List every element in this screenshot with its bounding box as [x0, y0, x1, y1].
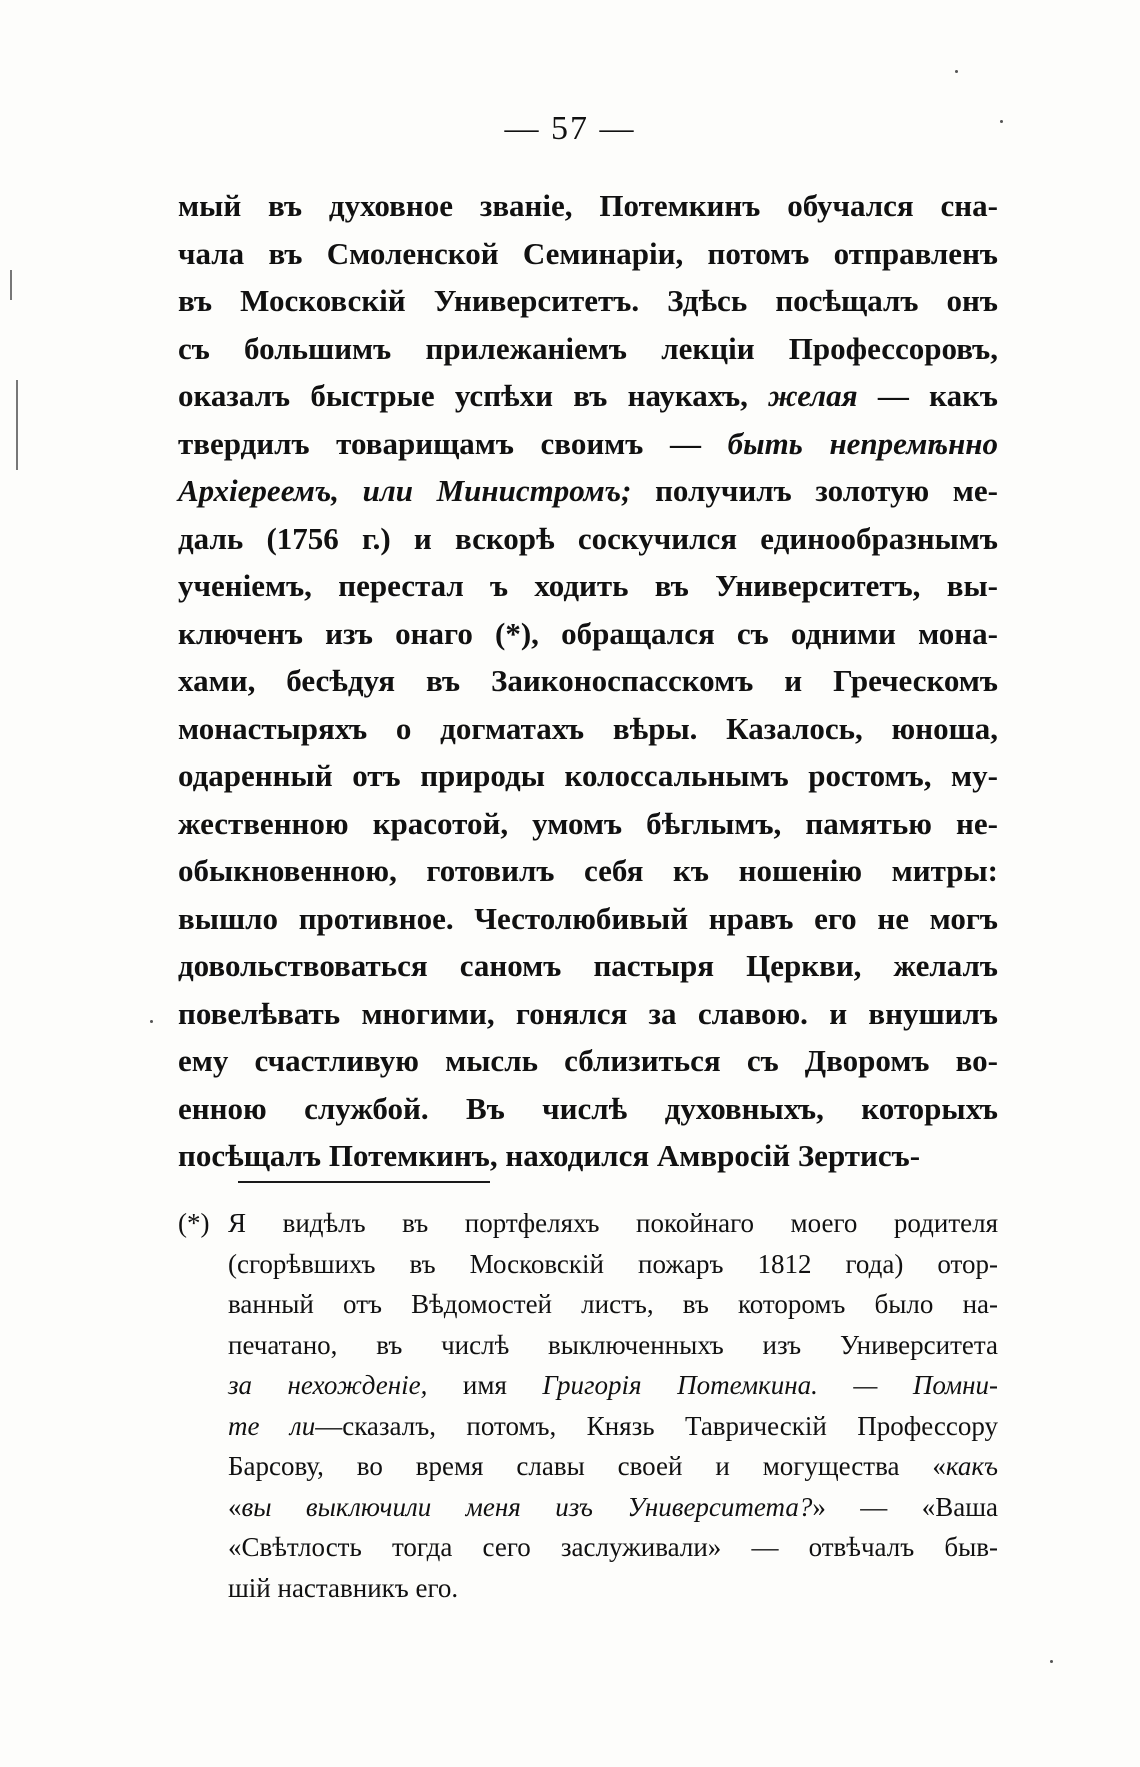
footnote-line: «Свѣтлость тогда сего заслуживали» — отвѣчалъ быв-	[228, 1532, 998, 1562]
text-line: жественною красотой, умомъ бѣглымъ, памятью не-	[178, 805, 998, 841]
text-line: хами, бесѣдуя въ Заиконоспасскомъ и Греческомъ	[178, 663, 998, 698]
text-line: Архіереемъ, или Министромъ; получилъ золотую ме-	[178, 473, 998, 508]
page-number: — 57 —	[504, 110, 636, 147]
footnote-line: (сгорѣвшихъ въ Московскій пожаръ 1812 года) отор-	[228, 1248, 998, 1279]
text-line: повелѣвать многими, гонялся за славою. и внушилъ	[178, 995, 998, 1031]
footnote-line: «вы выключили меня изъ Университета?» — «Ваша	[228, 1491, 998, 1522]
text-line: обыкновенною, готовилъ себя къ ношенію митры:	[178, 853, 998, 888]
text-line: довольствоваться саномъ пастыря Церкви, желалъ	[178, 948, 998, 983]
footnote-line: Барсову, во время славы своей и могущества «какъ	[228, 1451, 998, 1481]
text-line: съ большимъ прилежаніемъ лекціи Профессоровъ,	[178, 330, 998, 366]
text-line: монастыряхъ о догматахъ вѣры. Казалось, юноша,	[178, 710, 998, 746]
text-line: твердилъ товарищамъ своимъ — быть непремѣнно	[178, 425, 998, 461]
text-line: ему счастливую мысль сблизиться съ Дворомъ во-	[178, 1043, 998, 1078]
text-line: одаренный отъ природы колоссальнымъ ростомъ, му-	[178, 758, 998, 793]
footnote-divider	[238, 1181, 490, 1183]
footnote-line: печатано, въ числѣ выключенныхъ изъ Университета	[228, 1329, 998, 1360]
footnote-line: шій наставникъ его.	[228, 1572, 459, 1603]
footnote-line: за нехожденіе, имя Григорія Потемкина. — Помни-	[228, 1370, 998, 1400]
scan-speck	[1050, 1660, 1053, 1663]
footnote-marker: (*)	[178, 1208, 210, 1238]
text-line: мый въ духовное званіе, Потемкинъ обучался сна-	[178, 188, 998, 223]
text-line: енною службой. Въ числѣ духовныхъ, которыхъ	[178, 1090, 998, 1126]
text-line: ученіемъ, перестал ъ ходить въ Университетъ, вы-	[178, 568, 998, 603]
text-line: ключенъ изъ онаго (*), обращался съ одними мона-	[178, 615, 998, 651]
text-line: вышло противное. Честолюбивый нравъ его не могъ	[178, 900, 998, 936]
text-line: оказалъ быстрые успѣхи въ наукахъ, желая — какъ	[178, 378, 999, 413]
text-line: чала въ Смоленской Семинаріи, потомъ отправленъ	[178, 235, 998, 271]
main-text	[178, 182, 998, 1180]
footnote-line: те ли—сказалъ, потомъ, Князь Таврическій Профессору	[228, 1410, 998, 1441]
scan-edge-mark	[10, 270, 12, 300]
footnote-line: ванный отъ Вѣдомостей листъ, въ которомъ было на-	[228, 1289, 998, 1319]
text-line: даль (1756 г.) и вскорѣ соскучился единообразнымъ	[178, 520, 998, 556]
scan-speck	[1000, 120, 1003, 123]
text-line: посѣщалъ Потемкинъ, находился Амвросій Зертисъ-	[178, 1138, 921, 1173]
scan-speck	[955, 70, 958, 73]
footnote	[178, 1203, 998, 1608]
footnote-line: (*) Я видѣлъ въ портфеляхъ покойнаго моего родителя	[178, 1203, 998, 1244]
text-line: въ Московскій Университетъ. Здѣсь посѣщалъ онъ	[178, 283, 998, 318]
scan-speck	[150, 1020, 153, 1023]
scan-edge-mark	[16, 380, 18, 470]
